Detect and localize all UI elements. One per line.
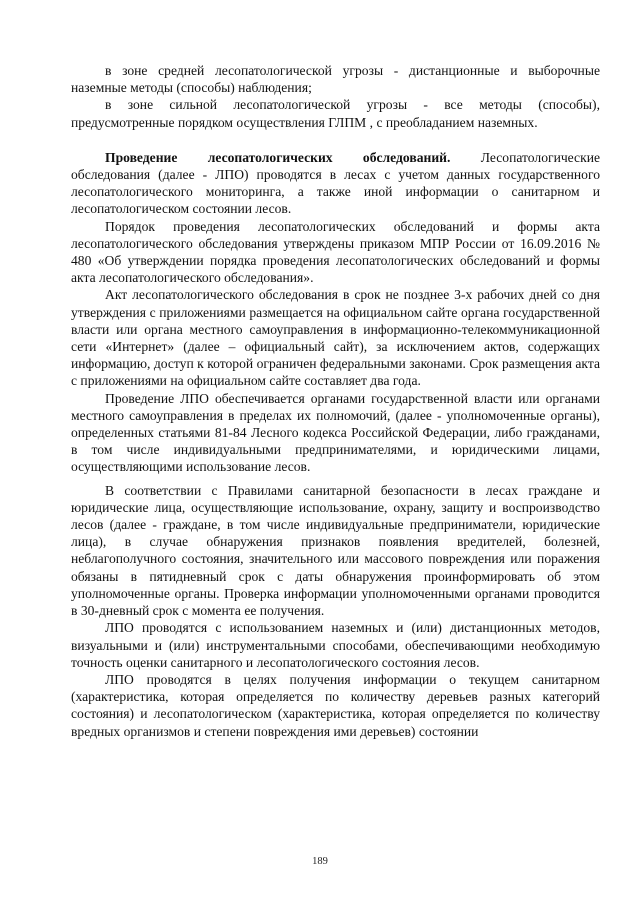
page-number: 189 [312,856,328,867]
paragraph-authorities: Проведение ЛПО обеспечивается органами государственной власти или органами местного самоуправления в пределах их полномочий, (далее - уполномоченные органы), определенных статьями 81-84 Лесного кодекса Российской Федерации, либо гражданами, в том числе индивидуальными предпринимателями, и юридическими лицами, осуществляющими использование лесов. [71,390,600,475]
document-body [71,62,600,740]
section-heading: Проведение лесопатологических обследований. [105,149,451,165]
paragraph-strong-threat: в зоне сильной лесопатологической угрозы - все методы (способы), предусмотренные порядком осуществления ГЛПМ , с преобладанием наземных. [71,97,600,130]
paragraph-methods: ЛПО проводятся с использованием наземных и (или) дистанционных методов, визуальными и (или) инструментальными способами, обеспечивающими необходимую точность оценки санитарного и лесопатологического состояния лесов. [71,620,600,670]
paragraph-sanitary-rules: В соответствии с Правилами санитарной безопасности в лесах граждане и юридические лица, осуществляющие использование, охрану, защиту и воспроизводство лесов (далее - граждане, в том числе индивидуальные предприниматели, юридические лица), в случае обнаружения признаков появления вредителей, болезней, неблагополучного состояния, значительного или массового повреждения или поражения обязаны в пятидневный срок с даты обнаружения проинформировать об этом уполномоченные органы. Проверка информации уполномоченными органами проводится в 30-дневный срок с момента ее получения. [71,482,600,619]
paragraph-purpose: ЛПО проводятся в целях получения информации о текущем санитарном (характеристика, которая определяется по количеству деревьев разных категорий состояния) и лесопатологическом (характеристика, которая определяется по количеству вредных организмов и степени повреждения ими деревьев) состоянии [71,671,600,739]
section-intro-text: Лесопатологические обследования (далее - ЛПО) проводятся в лесах с учетом данных государственного лесопатологического мониторинга, а также иной информации о санитарном и лесопатологическом состоянии лесов. [71,149,600,217]
paragraph-survey-intro [71,149,600,218]
paragraph-moderate-threat: в зоне средней лесопатологической угрозы - дистанционные и выборочные наземные методы (способы) наблюдения; [71,63,600,96]
paragraph-act-publication: Акт лесопатологического обследования в срок не позднее 3-х рабочих дней со дня утверждения с приложениями размещается на официальном сайте органа государственной власти или органа местного самоуправления в информационно-телекоммуникационной сети «Интернет» (далее – официальный сайт), за исключением актов, содержащих информацию, доступ к которой ограничен федеральными законами. Срок размещения акта с приложениями на официальном сайте составляет два года. [71,287,600,389]
paragraph-order-procedure: Порядок проведения лесопатологических обследований и формы акта лесопатологического обследования утверждены приказом МПР России от 16.09.2016 № 480 «Об утверждении порядка проведения лесопатологических обследований и формы акта лесопатологического обследования». [71,218,600,286]
